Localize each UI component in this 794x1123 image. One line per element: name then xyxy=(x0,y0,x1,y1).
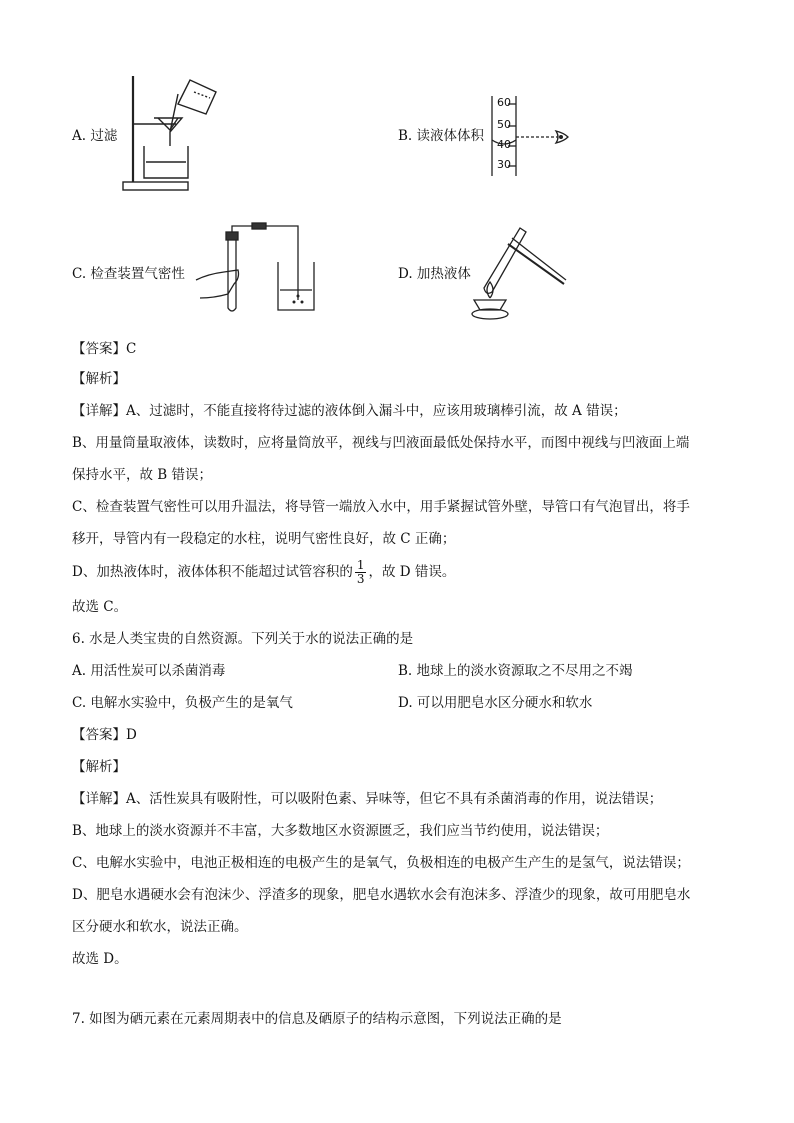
filtration-apparatus-figure xyxy=(118,74,223,194)
cylinder-tick-30: 30 xyxy=(497,158,511,171)
airtightness-apparatus-figure xyxy=(194,222,318,318)
q6-detail-line-d: D、肥皂水遇硬水会有泡沫少、浮渣多的现象，肥皂水遇软水会有泡沫多、浮渣少的现象，故可用肥皂水 xyxy=(72,887,691,903)
heating-liquid-figure xyxy=(470,218,570,322)
q6-detail-line-c: C、电解水实验中，电池正极相连的电极产生的是氧气，负极相连的电极产生产生的是氢气，说法错误； xyxy=(72,855,690,871)
q6-option-d: D. 可以用肥皂水区分硬水和软水 xyxy=(398,695,593,711)
q6-detail-line-a: 【详解】A、活性炭具有吸附性，可以吸附色素、异味等，但它不具有杀菌消毒的作用，说法错误； xyxy=(72,791,663,807)
q5-answer: 【答案】C xyxy=(72,341,137,357)
q5-detail-line-c2: 移开，导管内有一段稳定的水柱，说明气密性良好，故 C 正确； xyxy=(72,531,456,547)
q5-conclusion: 故选 C。 xyxy=(72,599,128,615)
q6-option-b: B. 地球上的淡水资源取之不尽用之不竭 xyxy=(398,663,633,679)
q6-detail-line-b: B、地球上的淡水资源并不丰富，大多数地区水资源匮乏，我们应当节约使用，说法错误； xyxy=(72,823,609,839)
q5-analysis-heading: 【解析】 xyxy=(72,371,126,387)
q5-detail-line-d: D、加热液体时，液体体积不能超过试管容积的 $\frac{1}{3}$ ，故 D 错误。 xyxy=(72,558,456,586)
q6-option-a: A. 用活性炭可以杀菌消毒 xyxy=(72,663,226,679)
q6-conclusion: 故选 D。 xyxy=(72,951,128,967)
figure-d-label: D. 加热液体 xyxy=(398,266,471,282)
q7-stem: 7. 如图为硒元素在元素周期表中的信息及硒原子的结构示意图，下列说法正确的是 xyxy=(72,1011,562,1027)
figure-c-label: C. 检查装置气密性 xyxy=(72,266,185,282)
cylinder-tick-50: 50 xyxy=(497,118,511,131)
figure-b-label: B. 读液体体积 xyxy=(398,128,485,144)
q5-detail-line-c: C、检查装置气密性可以用升温法，将导管一端放入水中，用手紧握试管外壁，导管口有气泡冒出，将手 xyxy=(72,499,690,515)
q6-detail-line-d2: 区分硬水和软水，说法正确。 xyxy=(72,919,248,935)
q6-stem: 6. 水是人类宝贵的自然资源。下列关于水的说法正确的是 xyxy=(72,631,414,647)
figure-a-label: A. 过滤 xyxy=(72,128,118,144)
q6-option-c: C. 电解水实验中，负极产生的是氧气 xyxy=(72,695,293,711)
cylinder-tick-40: 40 xyxy=(497,138,511,151)
q5-detail-line-b2: 保持水平，故 B 错误； xyxy=(72,467,213,483)
q6-answer: 【答案】D xyxy=(72,727,137,743)
fraction-one-third: $\frac{1}{3}$ xyxy=(356,558,365,586)
q5-detail-line-a: 【详解】A、过滤时，不能直接将待过滤的液体倒入漏斗中，应该用玻璃棒引流，故 A 错误； xyxy=(72,403,627,419)
cylinder-tick-60: 60 xyxy=(497,96,511,109)
q6-analysis-heading: 【解析】 xyxy=(72,759,126,775)
q5-detail-line-b: B、用量筒量取液体，读数时，应将量筒放平，视线与凹液面最低处保持水平，而图中视线与凹液面上端 xyxy=(72,435,690,451)
